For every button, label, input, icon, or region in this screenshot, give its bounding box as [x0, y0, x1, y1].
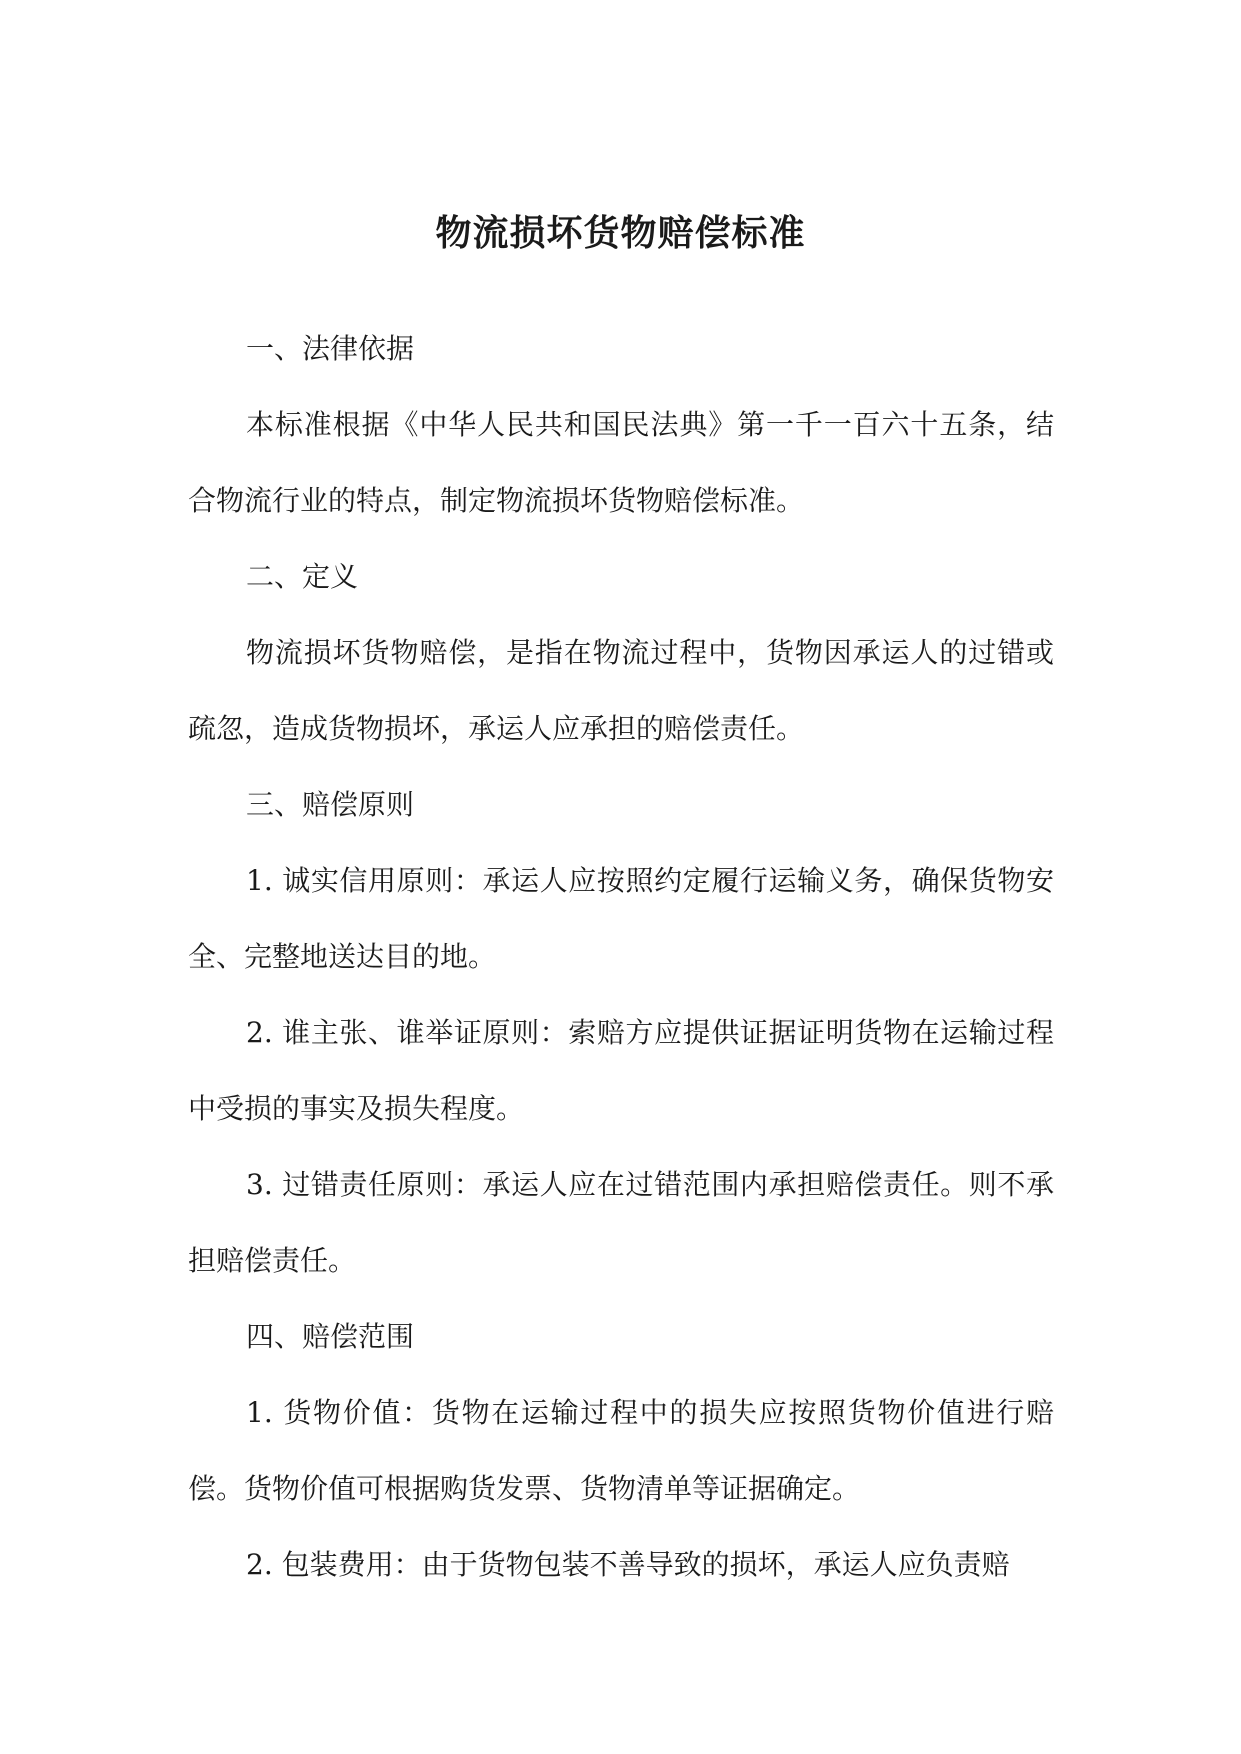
scope-item-1: 1. 货物价值：货物在运输过程中的损失应按照货物价值进行赔偿。货物价值可根据购货发票、货物清单等证据确定。: [188, 1396, 1054, 1505]
heading-definition: 二、定义: [246, 560, 359, 593]
scope-item-2: 2. 包装费用：由于货物包装不善导致的损坏，承运人应负责赔: [246, 1548, 1010, 1581]
paragraph-definition: 物流损坏货物赔偿，是指在物流过程中，货物因承运人的过错或疏忽，造成货物损坏，承运人应承担的赔偿责任。: [188, 636, 1054, 745]
principle-item-3: 3. 过错责任原则：承运人应在过错范围内承担赔偿责任。则不承担赔偿责任。: [188, 1168, 1054, 1277]
document-body: [188, 311, 1054, 1603]
heading-legal-basis: 一、法律依据: [246, 332, 415, 365]
heading-principles: 三、赔偿原则: [246, 788, 415, 821]
document-title: 物流损坏货物赔偿标准: [435, 212, 806, 255]
principle-item-2: 2. 谁主张、谁举证原则：索赔方应提供证据证明货物在运输过程中受损的事实及损失程度。: [188, 1016, 1054, 1125]
heading-scope: 四、赔偿范围: [246, 1320, 415, 1353]
paragraph-legal-basis: 本标准根据《中华人民共和国民法典》第一千一百六十五条，结合物流行业的特点，制定物流损坏货物赔偿标准。: [188, 408, 1054, 517]
principle-item-1: 1. 诚实信用原则：承运人应按照约定履行运输义务，确保货物安全、完整地送达目的地。: [188, 864, 1054, 973]
